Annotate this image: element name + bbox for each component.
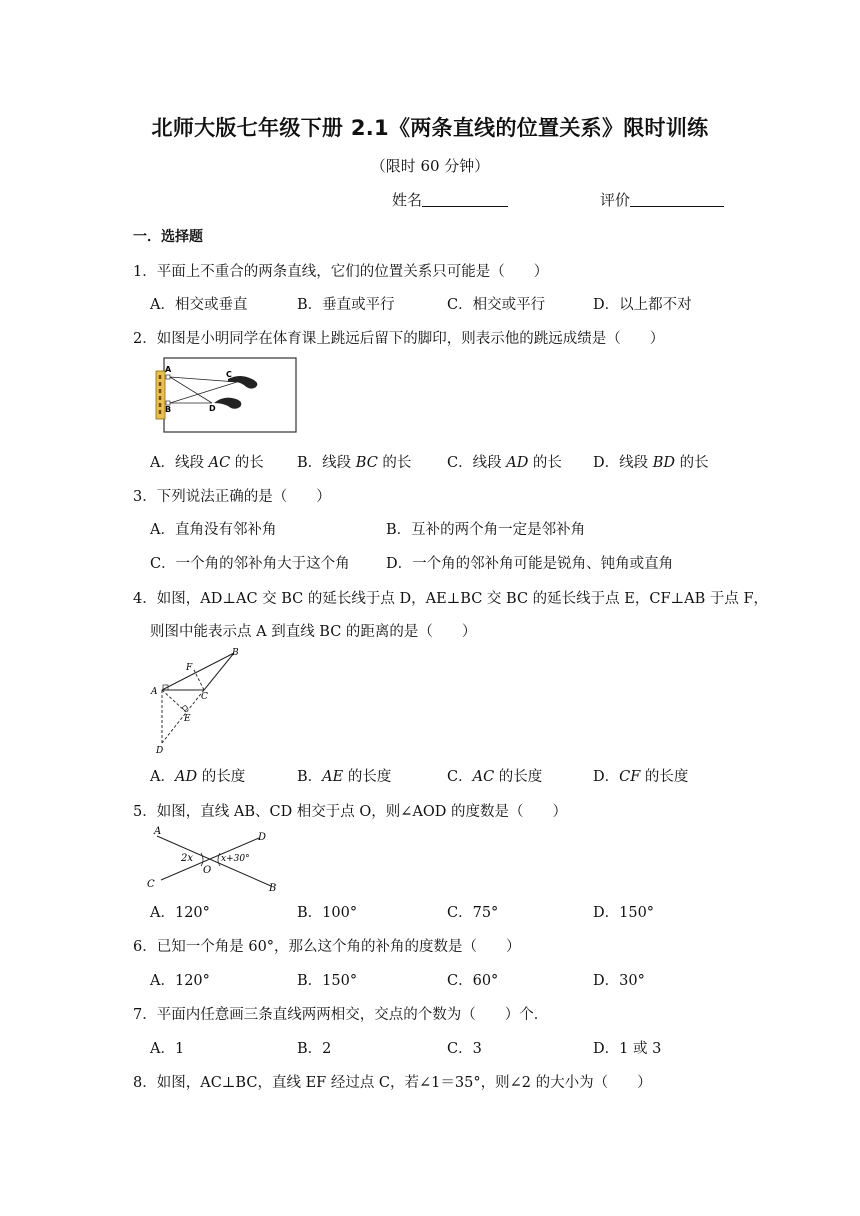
- q4-label-b: B: [232, 648, 239, 658]
- q4-triangle-figure: [148, 646, 244, 756]
- q5-label-d: D: [258, 832, 267, 843]
- q4-label-a: A: [151, 687, 158, 697]
- question-1: 1．平面上不重合的两条直线，它们的位置关系只可能是（ ）: [133, 264, 549, 280]
- q2-label-d: D: [209, 404, 216, 413]
- q7-option-a[interactable]: A．1: [150, 1041, 185, 1057]
- q2-option-a[interactable]: A．线段 AC 的长: [150, 455, 264, 471]
- q2-option-d[interactable]: D．线段 BD 的长: [593, 455, 709, 471]
- q6-option-b[interactable]: B．150°: [297, 973, 358, 989]
- q5-intersecting-lines-figure: [145, 824, 285, 894]
- q3-option-c[interactable]: C．一个角的邻补角大于这个角: [150, 556, 350, 572]
- q2-jump-figure: [150, 355, 300, 435]
- grade-label: 评价: [600, 191, 631, 209]
- q5-option-d[interactable]: D．150°: [593, 905, 655, 921]
- q6-option-c[interactable]: C．60°: [447, 973, 499, 989]
- q4-option-a[interactable]: A．AD 的长度: [150, 769, 246, 785]
- q1-option-c[interactable]: C．相交或平行: [447, 297, 546, 313]
- q7-option-c[interactable]: C．3: [447, 1041, 482, 1057]
- q4-label-e: E: [184, 714, 191, 724]
- q5-option-a[interactable]: A．120°: [150, 905, 210, 921]
- q5-label-x30: x+30°: [221, 854, 250, 864]
- q2-option-c[interactable]: C．线段 AD 的长: [447, 455, 562, 471]
- q5-option-b[interactable]: B．100°: [297, 905, 358, 921]
- q2-label-a: A: [165, 365, 172, 374]
- q2-label-b: B: [165, 405, 172, 414]
- name-label: 姓名: [392, 191, 423, 209]
- q7-option-d[interactable]: D．1 或 3: [593, 1041, 662, 1057]
- q3-option-b[interactable]: B．互补的两个角一定是邻补角: [386, 522, 586, 538]
- q4-label-c: C: [201, 692, 208, 702]
- time-limit: （限时 60 分钟）: [370, 157, 490, 175]
- q5-label-a: A: [154, 826, 162, 837]
- section-heading: 一．选择题: [133, 229, 203, 245]
- q4-option-d[interactable]: D．CF 的长度: [593, 769, 689, 785]
- question-2: 2．如图是小明同学在体育课上跳远后留下的脚印，则表示他的跳远成绩是（ ）: [133, 331, 665, 347]
- question-8: 8．如图，AC⊥BC，直线 EF 经过点 C，若∠1＝35°，则∠2 的大小为（ ）: [133, 1075, 652, 1091]
- q5-label-2x: 2x: [181, 853, 194, 864]
- q3-option-a[interactable]: A．直角没有邻补角: [150, 522, 277, 538]
- q1-option-d[interactable]: D．以上都不对: [593, 297, 692, 313]
- q6-option-d[interactable]: D．30°: [593, 973, 645, 989]
- q7-option-b[interactable]: B．2: [297, 1041, 332, 1057]
- q1-option-b[interactable]: B．垂直或平行: [297, 297, 395, 313]
- question-5: 5．如图，直线 AB、CD 相交于点 O，则∠AOD 的度数是（ ）: [133, 804, 568, 820]
- q2-label-c: C: [226, 370, 232, 379]
- q3-option-d[interactable]: D．一个角的邻补角可能是锐角、钝角或直角: [386, 556, 674, 572]
- question-4-line-2: 则图中能表示点 A 到直线 BC 的距离的是（ ）: [150, 624, 477, 640]
- name-field[interactable]: [392, 189, 508, 210]
- q4-option-b[interactable]: B．AE 的长度: [297, 769, 392, 785]
- q6-option-a[interactable]: A．120°: [150, 973, 210, 989]
- q4-label-d: D: [156, 746, 164, 756]
- question-3: 3．下列说法正确的是（ ）: [133, 489, 331, 505]
- q5-label-b: B: [269, 883, 277, 894]
- q5-option-c[interactable]: C．75°: [447, 905, 499, 921]
- q4-label-f: F: [186, 663, 193, 673]
- question-7: 7．平面内任意画三条直线两两相交，交点的个数为（ ）个．: [133, 1007, 549, 1023]
- q1-option-a[interactable]: A．相交或垂直: [150, 297, 248, 313]
- page-title: 北师大版七年级下册 2.1《两条直线的位置关系》限时训练: [151, 116, 709, 140]
- q5-label-o: O: [203, 865, 212, 876]
- q2-option-b[interactable]: B．线段 BC 的长: [297, 455, 412, 471]
- q4-option-c[interactable]: C．AC 的长度: [447, 769, 543, 785]
- question-4-line-1: 4．如图，AD⊥AC 交 BC 的延长线于点 D，AE⊥BC 交 BC 的延长线于点 E，CF⊥AB 于点 F，: [133, 591, 769, 607]
- q5-label-c: C: [147, 879, 155, 890]
- question-6: 6．已知一个角是 60°，那么这个角的补角的度数是（ ）: [133, 939, 521, 955]
- grade-field[interactable]: [600, 189, 724, 210]
